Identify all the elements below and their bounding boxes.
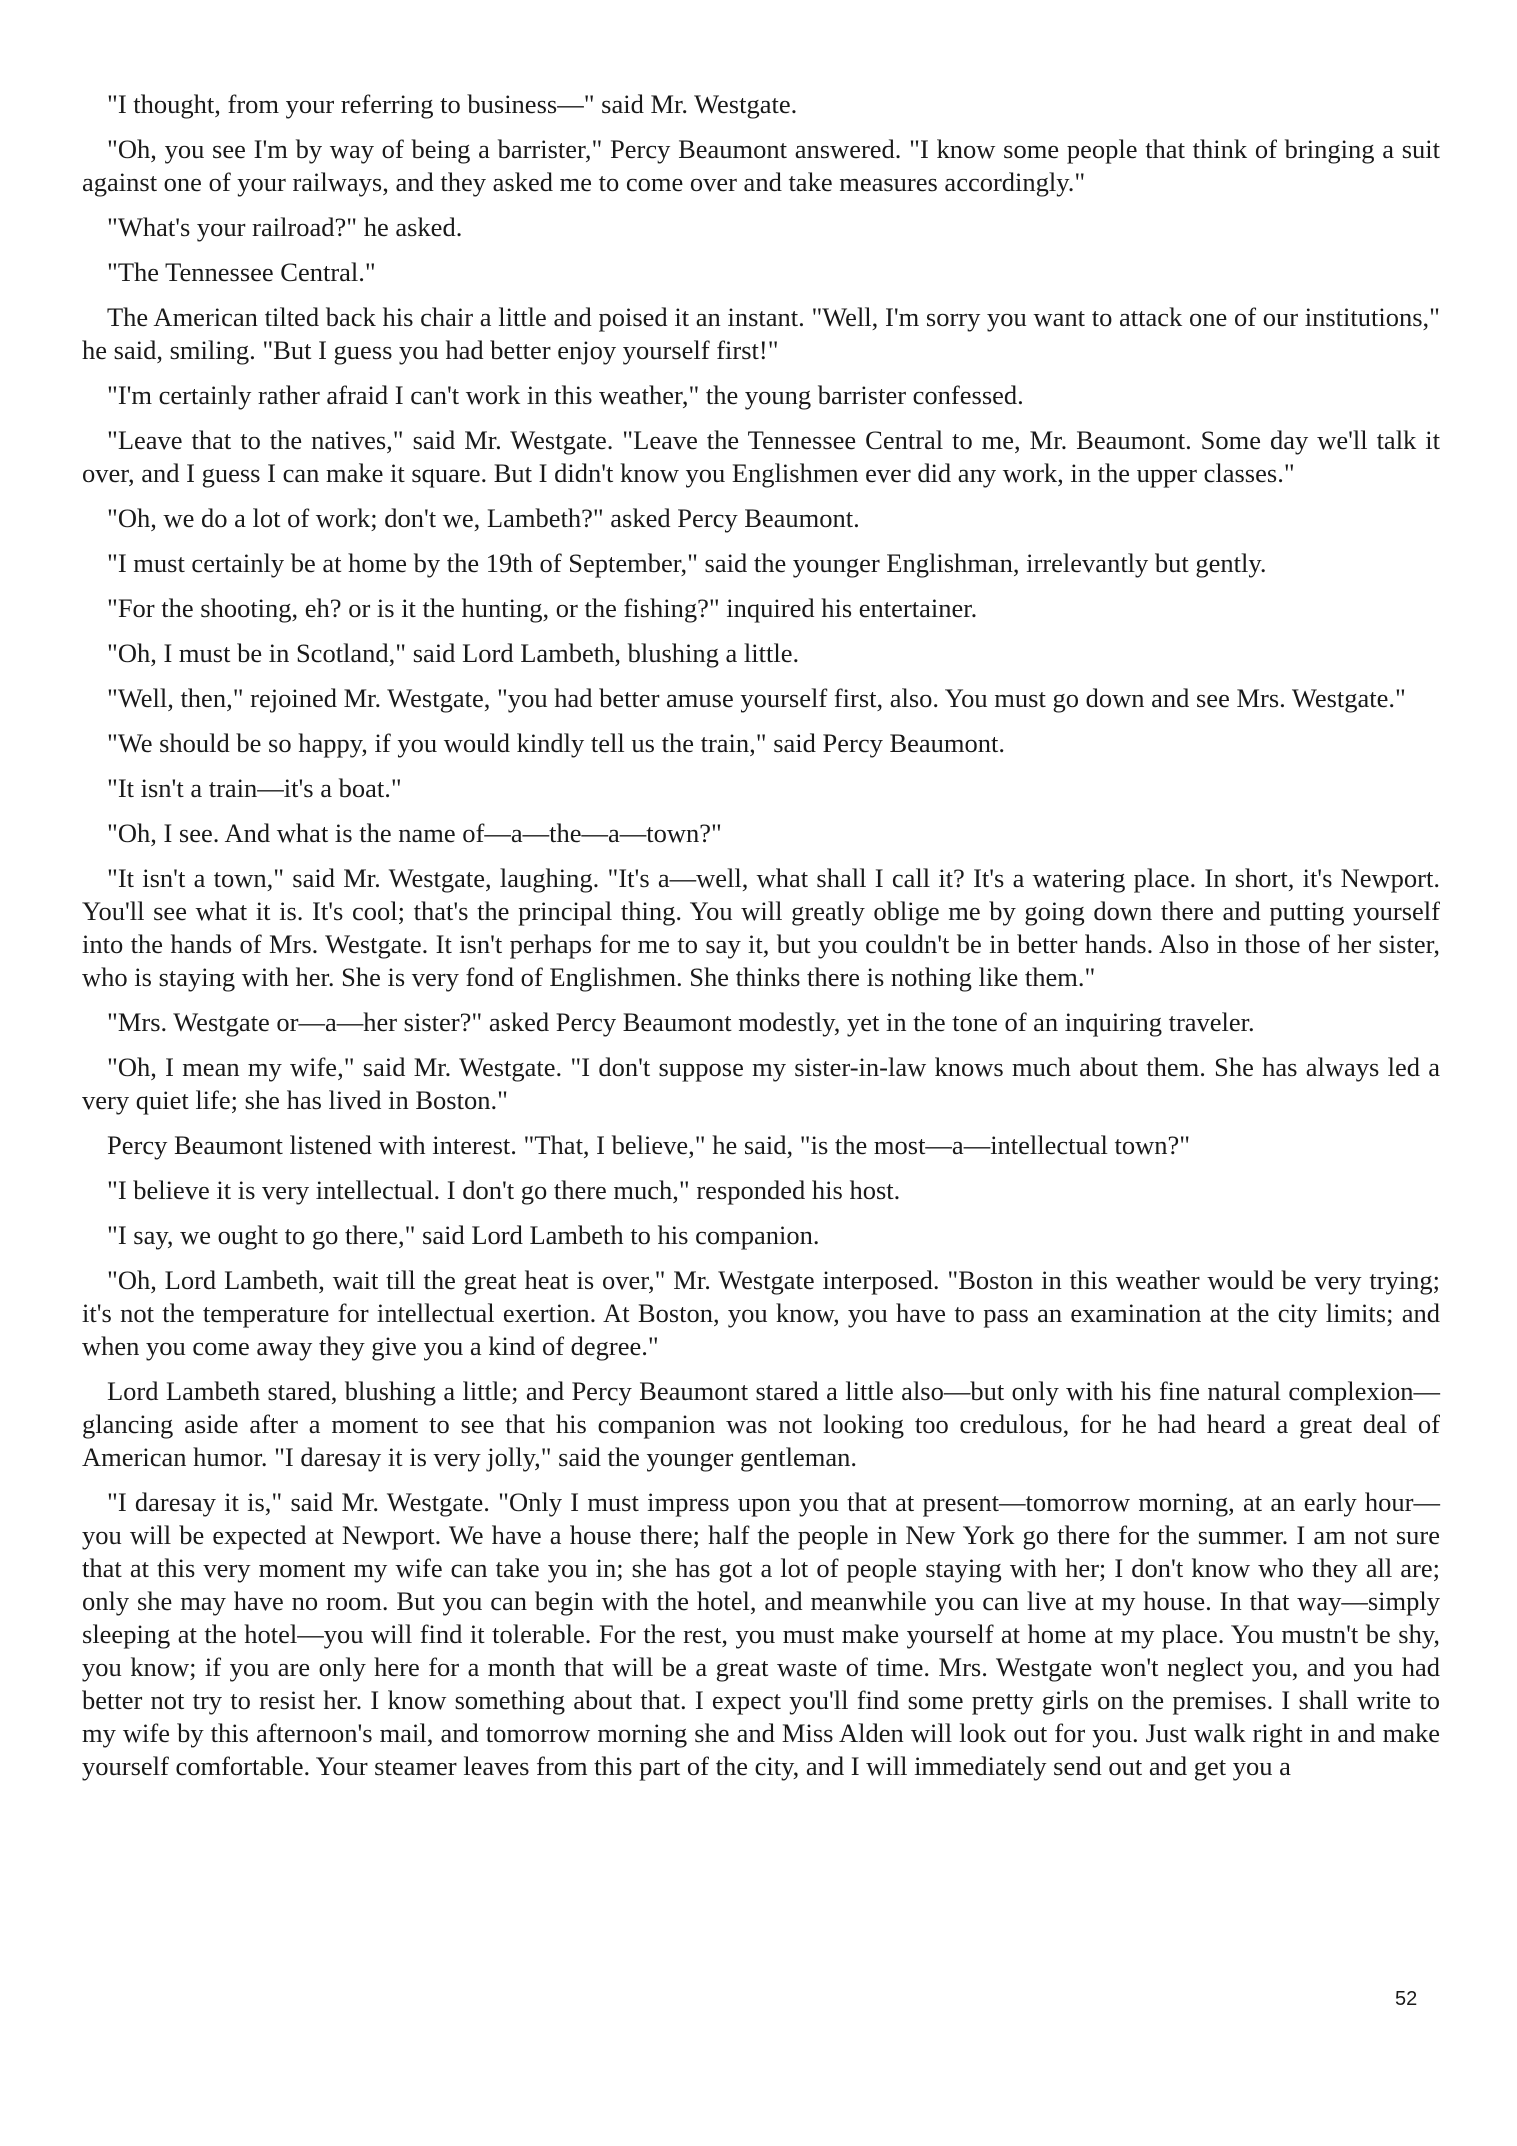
paragraph: The American tilted back his chair a little and poised it an instant. "Well, I'm sorry you want to attack one of our institutions," he said, smiling. "But I guess you had better enjoy yourself first!" <box>82 302 1440 365</box>
paragraph: "Oh, I see. And what is the name of—a—the—a—town?" <box>107 818 722 848</box>
page-body <box>82 88 1440 1795</box>
paragraph: "I'm certainly rather afraid I can't work in this weather," the young barrister confessed. <box>107 380 1024 410</box>
paragraph: "It isn't a train—it's a boat." <box>107 773 402 803</box>
paragraph: "Well, then," rejoined Mr. Westgate, "you had better amuse yourself first, also. You must go down and see Mrs. Westgate." <box>107 683 1406 713</box>
paragraph: "Oh, I mean my wife," said Mr. Westgate. "I don't suppose my sister-in-law knows much about them. She has always led a very quiet life; she has lived in Boston." <box>82 1052 1440 1115</box>
paragraph: Lord Lambeth stared, blushing a little; and Percy Beaumont stared a little also—but only with his fine natural complexion—glancing aside after a moment to see that his companion was not looking too credulous, for he had heard a great deal of American humor. "I daresay it is very jolly," said the younger gentleman. <box>82 1376 1440 1472</box>
paragraph: "I daresay it is," said Mr. Westgate. "Only I must impress upon you that at present—tomorrow morning, at an early hour—you will be expected at Newport. We have a house there; half the people in New York go there for the summer. I am not sure that at this very moment my wife can take you in; she has got a lot of people staying with her; I don't know who they all are; only she may have no room. But you can begin with the hotel, and meanwhile you can live at my house. In that way—simply sleeping at the hotel—you will find it tolerable. For the rest, you must make yourself at home at my place. You mustn't be shy, you know; if you are only here for a month that will be a great waste of time. Mrs. Westgate won't neglect you, and you had better not try to resist her. I know something about that. I expect you'll find some pretty girls on the premises. I shall write to my wife by this afternoon's mail, and tomorrow morning she and Miss Alden will look out for you. Just walk right in and make yourself comfortable. Your steamer leaves from this part of the city, and I will immediately send out and get you a <box>82 1487 1440 1781</box>
paragraph: "Oh, we do a lot of work; don't we, Lambeth?" asked Percy Beaumont. <box>107 503 860 533</box>
paragraph: "For the shooting, eh? or is it the hunting, or the fishing?" inquired his entertainer. <box>107 593 978 623</box>
paragraph: "I must certainly be at home by the 19th of September," said the younger Englishman, irrelevantly but gently. <box>107 548 1267 578</box>
page-number: 52 <box>1395 1988 1418 2010</box>
paragraph: "What's your railroad?" he asked. <box>107 212 463 242</box>
paragraph: "I say, we ought to go there," said Lord Lambeth to his companion. <box>107 1220 820 1250</box>
paragraph: "Mrs. Westgate or—a—her sister?" asked Percy Beaumont modestly, yet in the tone of an inquiring traveler. <box>107 1007 1255 1037</box>
paragraph: "Oh, you see I'm by way of being a barrister," Percy Beaumont answered. "I know some people that think of bringing a suit against one of your railways, and they asked me to come over and take measures accordingly." <box>82 134 1440 197</box>
paragraph: "It isn't a town," said Mr. Westgate, laughing. "It's a—well, what shall I call it? It's a watering place. In short, it's Newport. You'll see what it is. It's cool; that's the principal thing. You will greatly oblige me by going down there and putting yourself into the hands of Mrs. Westgate. It isn't perhaps for me to say it, but you couldn't be in better hands. Also in those of her sister, who is staying with her. She is very fond of Englishmen. She thinks there is nothing like them." <box>82 863 1440 992</box>
paragraph: "The Tennessee Central." <box>107 257 376 287</box>
paragraph: "I believe it is very intellectual. I don't go there much," responded his host. <box>107 1175 901 1205</box>
paragraph: Percy Beaumont listened with interest. "That, I believe," he said, "is the most—a—intellectual town?" <box>107 1130 1191 1160</box>
paragraph: "Oh, I must be in Scotland," said Lord Lambeth, blushing a little. <box>107 638 800 668</box>
paragraph: "Leave that to the natives," said Mr. Westgate. "Leave the Tennessee Central to me, Mr. Beaumont. Some day we'll talk it over, and I guess I can make it square. But I didn't know you Englishmen ever did any work, in the upper classes." <box>82 425 1440 488</box>
paragraph: "Oh, Lord Lambeth, wait till the great heat is over," Mr. Westgate interposed. "Boston in this weather would be very trying; it's not the temperature for intellectual exertion. At Boston, you know, you have to pass an examination at the city limits; and when you come away they give you a kind of degree." <box>82 1265 1440 1361</box>
paragraph: "We should be so happy, if you would kindly tell us the train," said Percy Beaumont. <box>107 728 1006 758</box>
paragraph: "I thought, from your referring to business—" said Mr. Westgate. <box>107 89 798 119</box>
